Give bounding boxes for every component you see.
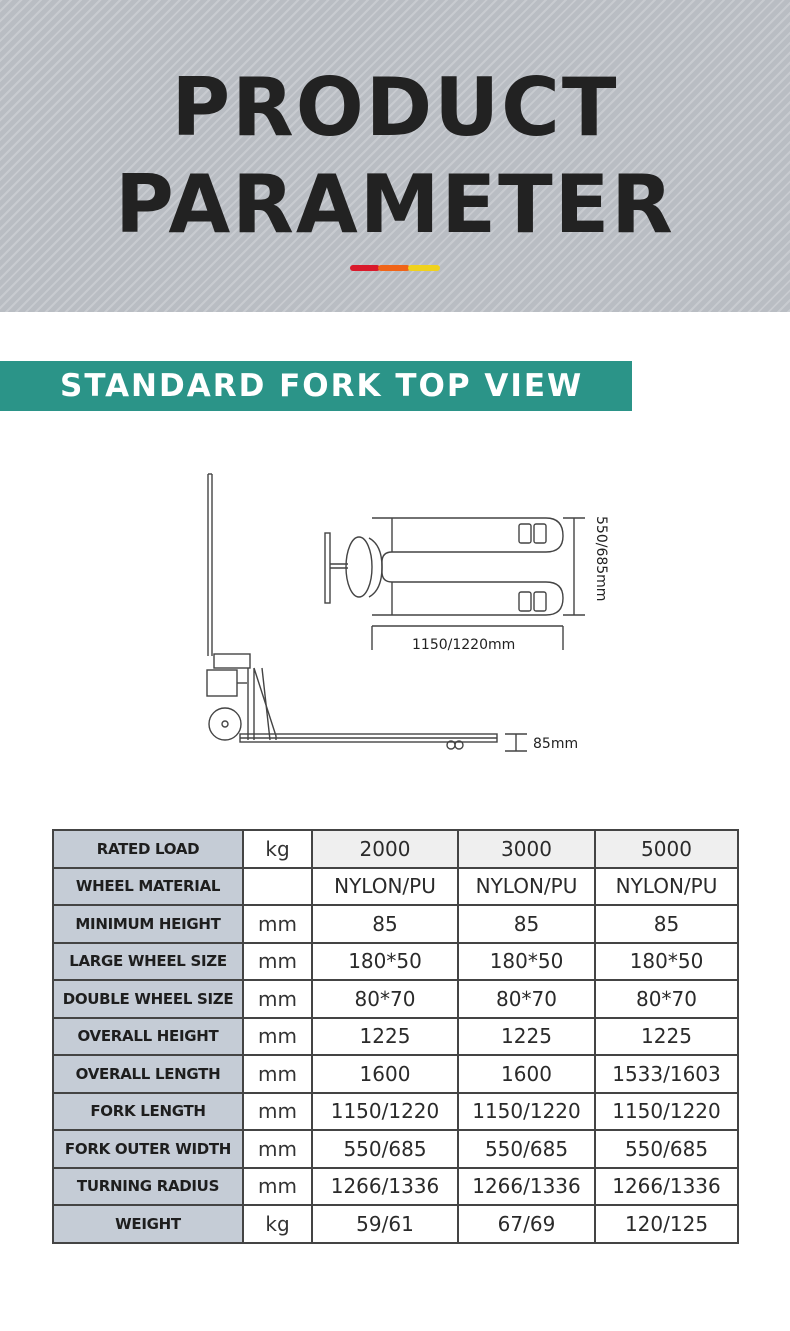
cell-value: 550/685 <box>312 1130 458 1168</box>
row-unit: kg <box>243 1205 312 1243</box>
top-view-fork <box>325 518 563 615</box>
row-unit: mm <box>243 1168 312 1206</box>
accent-stripe-yellow <box>408 265 440 271</box>
height-dimension-label: 85mm <box>533 736 579 752</box>
row-unit: mm <box>243 1018 312 1056</box>
cell-value: 180*50 <box>595 943 738 981</box>
row-unit: kg <box>243 830 312 868</box>
length-dimension-label: 1150/1220mm <box>412 637 516 653</box>
row-label: RATED LOAD <box>53 830 243 868</box>
table-row <box>53 1018 738 1056</box>
row-unit: mm <box>243 980 312 1018</box>
row-label: FORK OUTER WIDTH <box>53 1130 243 1168</box>
cell-value: 85 <box>458 905 595 943</box>
table-row <box>53 830 738 868</box>
cell-value: 1266/1336 <box>458 1168 595 1206</box>
section-label: STANDARD FORK TOP VIEW <box>60 368 584 404</box>
cell-value: 1150/1220 <box>595 1093 738 1131</box>
cell-value: 180*50 <box>312 943 458 981</box>
cell-value: 1150/1220 <box>458 1093 595 1131</box>
row-unit: mm <box>243 1130 312 1168</box>
table-row <box>53 1093 738 1131</box>
cell-value: NYLON/PU <box>595 868 738 906</box>
cell-value: 67/69 <box>458 1205 595 1243</box>
spec-table <box>52 829 739 1244</box>
row-label: WHEEL MATERIAL <box>53 868 243 906</box>
cell-value: 3000 <box>458 830 595 868</box>
row-label: FORK LENGTH <box>53 1093 243 1131</box>
cell-value: 550/685 <box>595 1130 738 1168</box>
cell-value: 2000 <box>312 830 458 868</box>
side-view-pallet-truck <box>207 474 497 749</box>
cell-value: 180*50 <box>458 943 595 981</box>
row-label: LARGE WHEEL SIZE <box>53 943 243 981</box>
cell-value: 85 <box>595 905 738 943</box>
cell-value: 1150/1220 <box>312 1093 458 1131</box>
table-row <box>53 1055 738 1093</box>
width-dimension-label: 550/685mm <box>593 516 609 602</box>
width-dimension <box>563 518 585 615</box>
cell-value: 1225 <box>458 1018 595 1056</box>
accent-stripe-red <box>350 265 380 271</box>
table-row <box>53 980 738 1018</box>
cell-value: 1266/1336 <box>595 1168 738 1206</box>
cell-value: NYLON/PU <box>458 868 595 906</box>
cell-value: 80*70 <box>312 980 458 1018</box>
table-row <box>53 1130 738 1168</box>
header-banner <box>0 0 790 312</box>
section-label-bar <box>0 361 632 411</box>
table-row <box>53 1168 738 1206</box>
row-label: OVERALL LENGTH <box>53 1055 243 1093</box>
page-title-line1: PRODUCT <box>171 61 619 154</box>
cell-value: 1600 <box>312 1055 458 1093</box>
row-label: MINIMUM HEIGHT <box>53 905 243 943</box>
page-title-line2: PARAMETER <box>115 158 675 251</box>
row-unit: mm <box>243 1093 312 1131</box>
row-unit <box>243 868 312 906</box>
table-row <box>53 1205 738 1243</box>
row-unit: mm <box>243 905 312 943</box>
table-row <box>53 943 738 981</box>
fork-drawing <box>0 460 790 790</box>
cell-value: 5000 <box>595 830 738 868</box>
height-dimension <box>505 734 527 751</box>
cell-value: 85 <box>312 905 458 943</box>
row-label: WEIGHT <box>53 1205 243 1243</box>
cell-value: 59/61 <box>312 1205 458 1243</box>
cell-value: 1600 <box>458 1055 595 1093</box>
cell-value: 80*70 <box>595 980 738 1018</box>
cell-value: 1225 <box>312 1018 458 1056</box>
table-row <box>53 868 738 906</box>
cell-value: NYLON/PU <box>312 868 458 906</box>
accent-stripe-orange <box>378 265 410 271</box>
table-row <box>53 905 738 943</box>
row-label: DOUBLE WHEEL SIZE <box>53 980 243 1018</box>
cell-value: 1533/1603 <box>595 1055 738 1093</box>
row-unit: mm <box>243 1055 312 1093</box>
cell-value: 1266/1336 <box>312 1168 458 1206</box>
cell-value: 120/125 <box>595 1205 738 1243</box>
cell-value: 1225 <box>595 1018 738 1056</box>
cell-value: 80*70 <box>458 980 595 1018</box>
row-unit: mm <box>243 943 312 981</box>
row-label: TURNING RADIUS <box>53 1168 243 1206</box>
row-label: OVERALL HEIGHT <box>53 1018 243 1056</box>
cell-value: 550/685 <box>458 1130 595 1168</box>
